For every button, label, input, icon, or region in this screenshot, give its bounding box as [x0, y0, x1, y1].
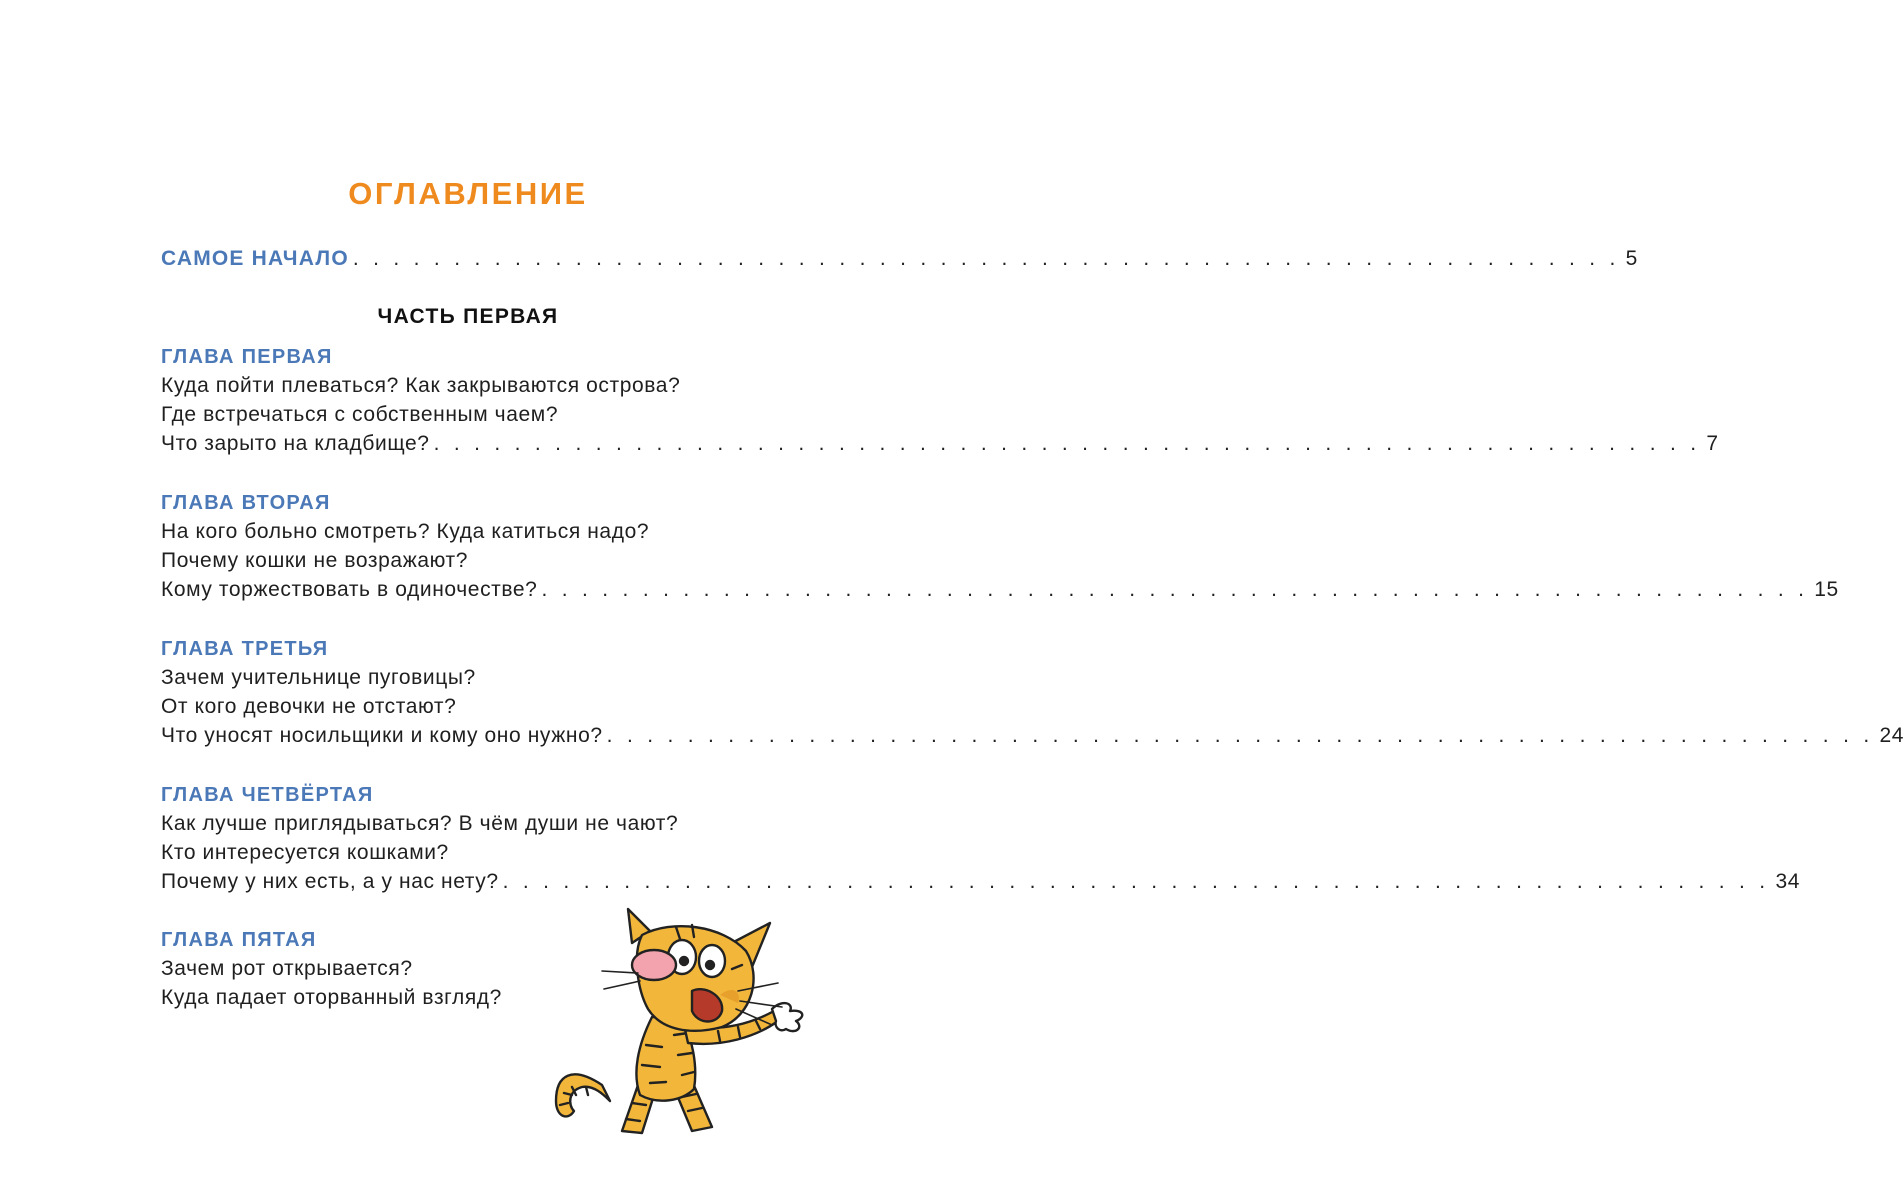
toc-entry-opening[interactable] [161, 247, 1638, 271]
chapter-question: Кому торжествовать в одиночестве? [161, 578, 538, 601]
chapter-heading[interactable]: ГЛАВА ЧЕТВЁРТАЯ [161, 784, 374, 806]
chapter-heading[interactable]: ГЛАВА ПЯТАЯ [161, 929, 317, 951]
chapter-heading[interactable]: ГЛАВА ПЕРВАЯ [161, 346, 333, 368]
chapter-question: Почему кошки не возражают? [161, 549, 469, 572]
dot-leader: . . . . . . . . . . . . . . . . . . . . . . . . . . . . . . . . . . . . . . . . . . . . . . . . . . . . . . . . . . . . . . . [352, 247, 1620, 270]
page-title: ОГЛАВЛЕНИЕ [348, 176, 588, 211]
chapter-question: Куда падает оторванный взгляд? [161, 986, 502, 1009]
dot-leader: . . . . . . . . . . . . . . . . . . . . . . . . . . . . . . . . . . . . . . . . . . . . . . . . . . . . . . . . . . . . . . . [606, 724, 1874, 747]
chapter-question: Зачем рот открывается? [161, 957, 413, 980]
toc-entry-chapter-2[interactable] [161, 578, 1839, 602]
chapter-question: Что уносят носильщики и кому оно нужно? [161, 724, 603, 747]
chapter-heading[interactable]: ГЛАВА ТРЕТЬЯ [161, 638, 329, 660]
page-number: 24 [1879, 724, 1904, 747]
page-number: 5 [1625, 247, 1638, 270]
dot-leader: . . . . . . . . . . . . . . . . . . . . . . . . . . . . . . . . . . . . . . . . . . . . . . . . . . . . . . . . . . . . . . . [541, 578, 1809, 601]
chapter-question: Где встречаться с собственным чаем? [161, 403, 559, 426]
chapter-heading[interactable]: ГЛАВА ВТОРАЯ [161, 492, 331, 514]
page-number: 7 [1706, 432, 1719, 455]
chapter-question: Почему у них есть, а у нас нету? [161, 870, 499, 893]
chapter-question: Кто интересуется кошками? [161, 841, 449, 864]
entry-label: САМОЕ НАЧАЛО [161, 247, 349, 270]
page-number: 15 [1814, 578, 1839, 601]
dot-leader: . . . . . . . . . . . . . . . . . . . . . . . . . . . . . . . . . . . . . . . . . . . . . . . . . . . . . . . . . . . . . . . [433, 432, 1701, 455]
chapter-question: Что зарыто на кладбище? [161, 432, 430, 455]
part-title: ЧАСТЬ ПЕРВАЯ [377, 305, 559, 328]
chapter-question: Как лучше приглядываться? В чём души не чают? [161, 812, 679, 835]
dot-leader: . . . . . . . . . . . . . . . . . . . . . . . . . . . . . . . . . . . . . . . . . . . . . . . . . . . . . . . . . . . . . . . [502, 870, 1770, 893]
chapter-question: Зачем учительнице пуговицы? [161, 666, 476, 689]
chapter-question: Куда пойти плеваться? Как закрываются острова? [161, 374, 681, 397]
toc-entry-chapter-3[interactable] [161, 724, 1904, 748]
toc-entry-chapter-1[interactable] [161, 432, 1719, 456]
chapter-question: На кого больно смотреть? Куда катиться надо? [161, 520, 650, 543]
toc-entry-chapter-4[interactable] [161, 870, 1800, 894]
page-number: 34 [1775, 870, 1800, 893]
chapter-question: От кого девочки не отстают? [161, 695, 457, 718]
surprised-cat-illustration [542, 905, 818, 1140]
